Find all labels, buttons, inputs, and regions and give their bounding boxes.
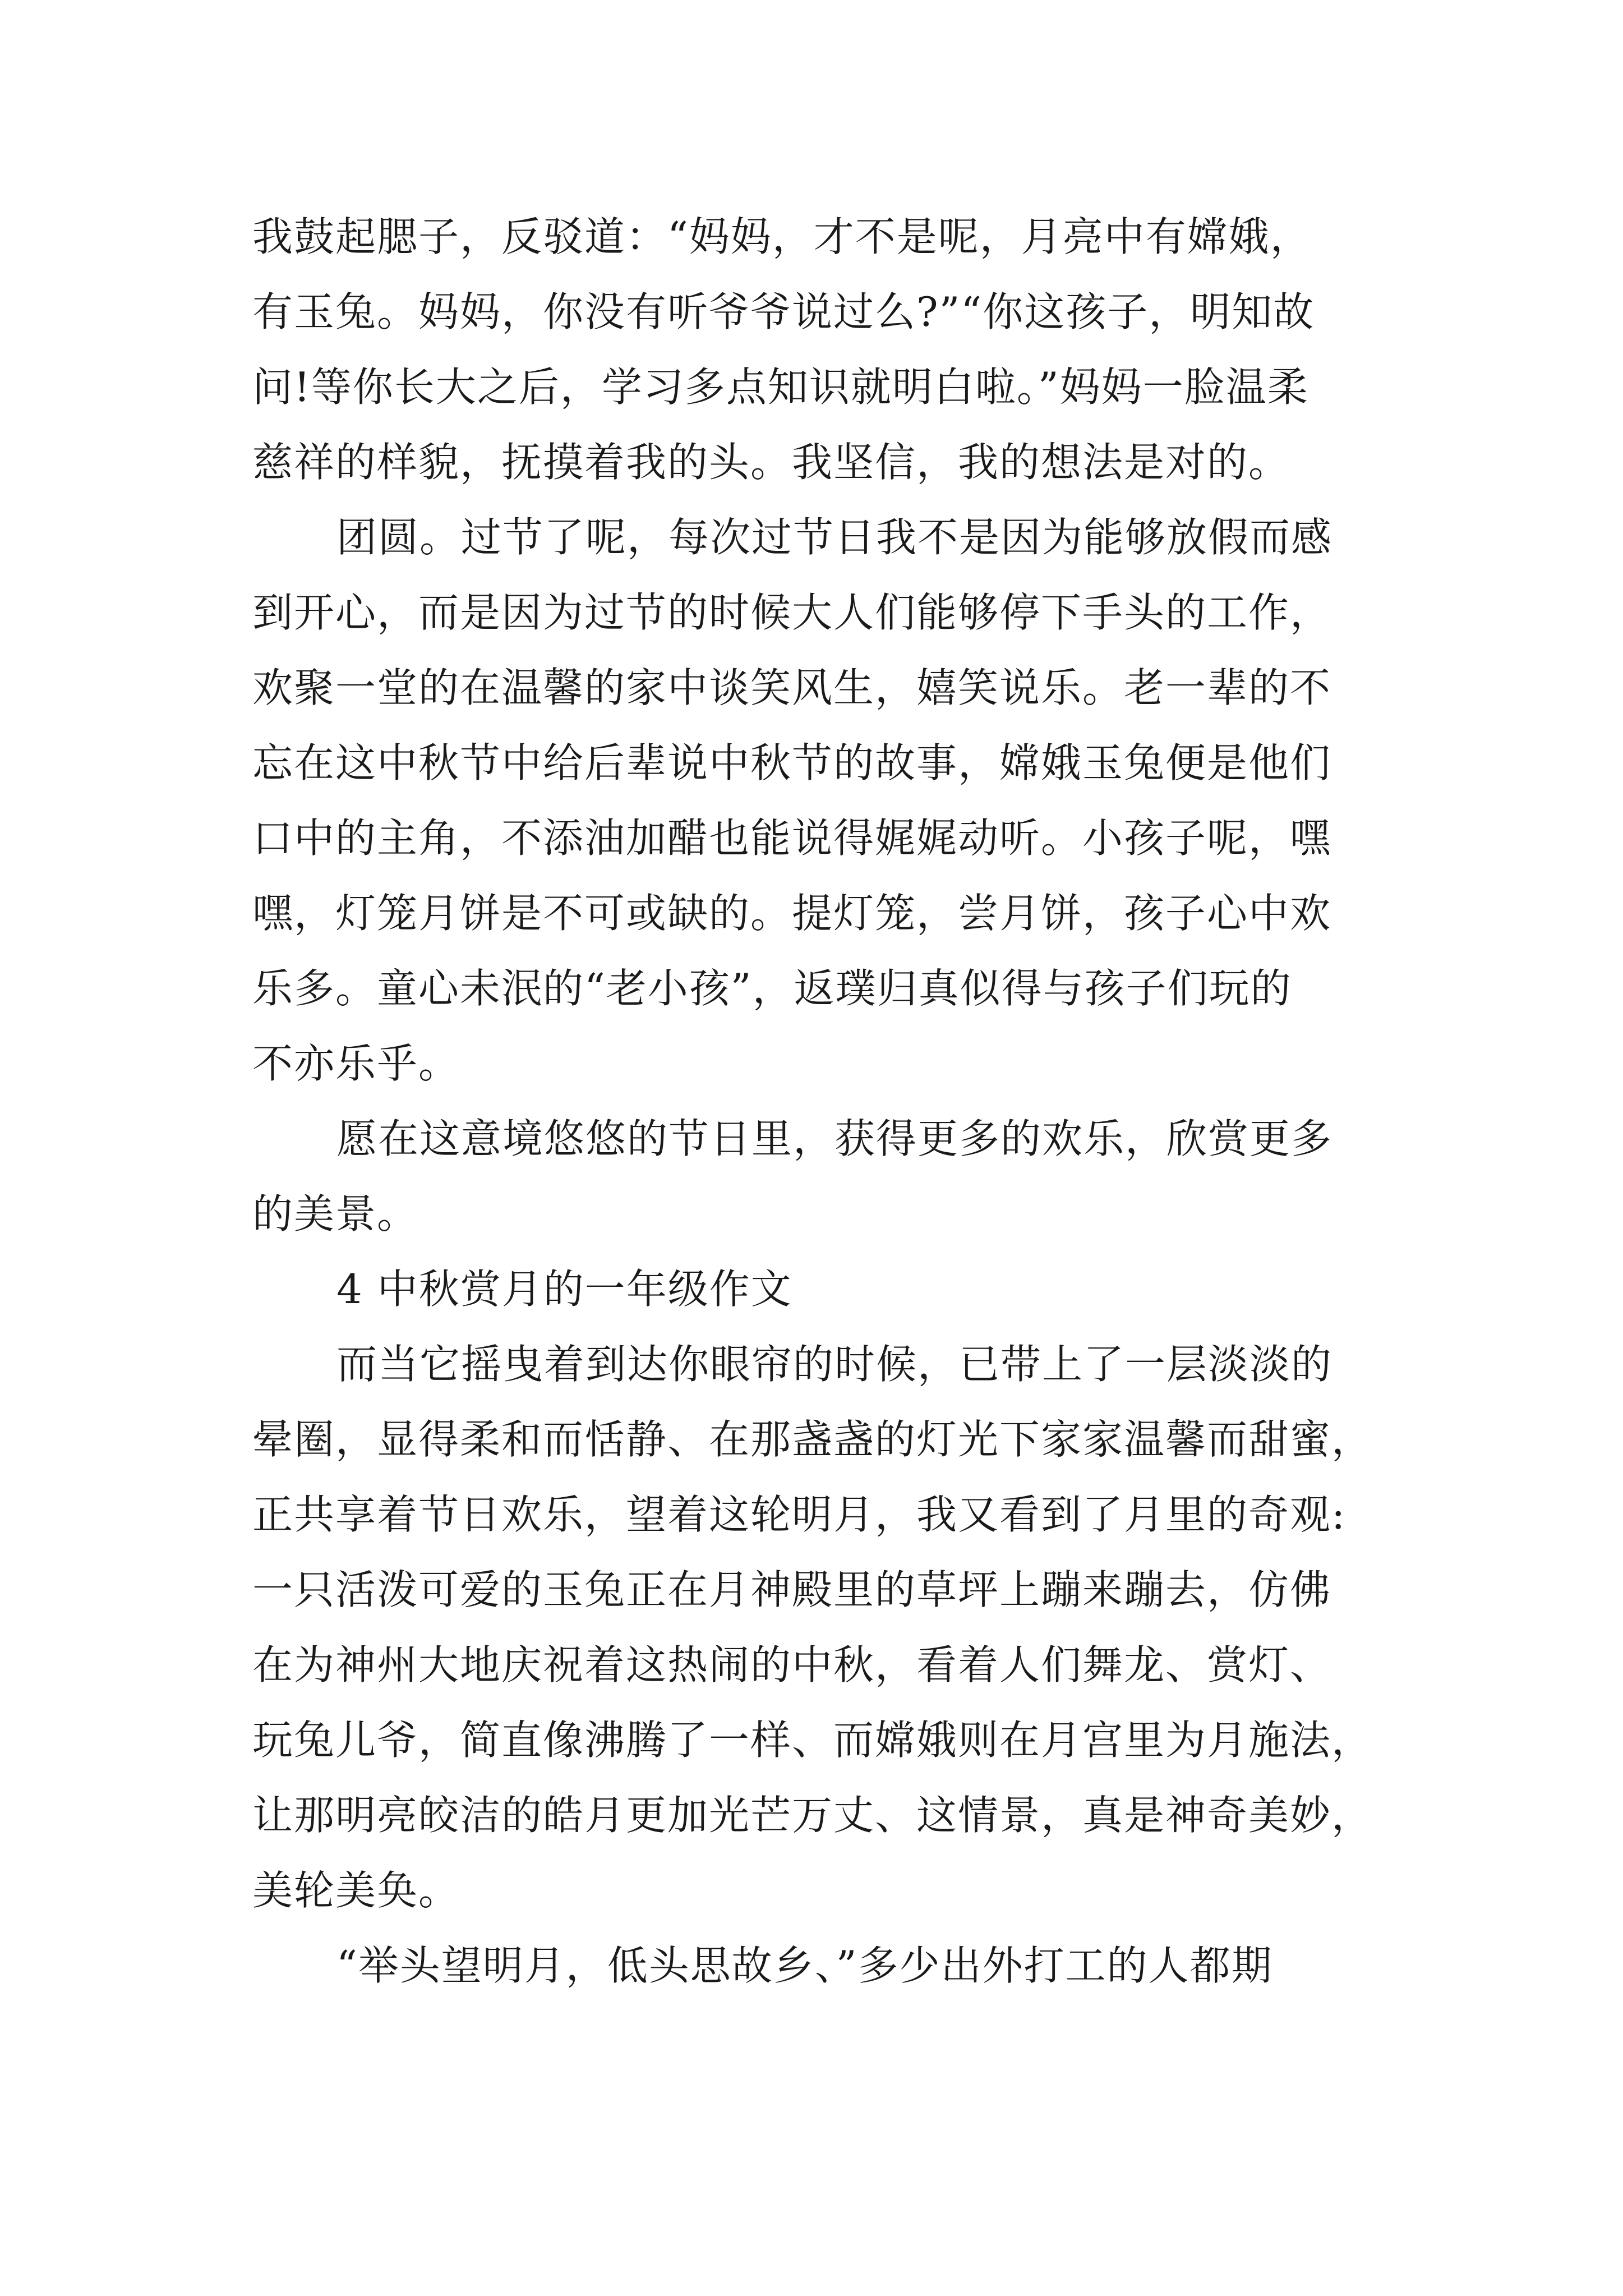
text-line: 让那明亮皎洁的皓月更加光芒万丈、这情景，真是神奇美妙， [252, 1792, 1373, 1839]
text-line: 不亦乐乎。 [252, 1040, 460, 1087]
text-line: 团圆。过节了呢，每次过节日我不是因为能够放假而感 [336, 514, 1333, 561]
text-line: 晕圈，显得柔和而恬静、在那盏盏的灯光下家家温馨而甜蜜， [252, 1416, 1373, 1463]
text-line: 正共享着节日欢乐，望着这轮明月，我又看到了月里的奇观: [252, 1491, 1347, 1538]
text-line: 玩兔儿爷，简直像沸腾了一样、而嫦娥则在月宫里为月施法， [252, 1717, 1373, 1764]
text-line: 有玉兔。妈妈，你没有听爷爷说过么?”“你这孩子，明知故 [252, 288, 1315, 335]
text-line: 忘在这中秋节中给后辈说中秋节的故事，嫦娥玉兔便是他们 [252, 739, 1332, 786]
text-line: 愿在这意境悠悠的节日里，获得更多的欢乐，欣赏更多 [336, 1115, 1333, 1162]
text-line: 口中的主角，不添油加醋也能说得娓娓动听。小孩子呢，嘿 [252, 815, 1332, 862]
text-line: 而当它摇曳着到达你眼帘的时候，已带上了一层淡淡的 [336, 1341, 1333, 1388]
text-line: 乐多。童心未泯的“老小孩”，返璞归真似得与孩子们玩的 [252, 965, 1292, 1012]
text-line: 我鼓起腮子，反驳道：“妈妈，才不是呢，月亮中有嫦娥， [252, 213, 1312, 260]
text-line: 欢聚一堂的在温馨的家中谈笑风生，嬉笑说乐。老一辈的不 [252, 664, 1332, 711]
text-line: 美轮美奂。 [252, 1867, 460, 1914]
text-line: 的美景。 [252, 1190, 419, 1237]
text-line: 嘿，灯笼月饼是不可或缺的。提灯笼，尝月饼，孩子心中欢 [252, 890, 1332, 937]
text-line: 一只活泼可爱的玉兔正在月神殿里的草坪上蹦来蹦去，仿佛 [252, 1566, 1332, 1613]
text-line: 问!等你长大之后，学习多点知识就明白啦。”妈妈一脸温柔 [252, 364, 1309, 411]
text-line: 慈祥的样貌，抚摸着我的头。我坚信，我的想法是对的。 [252, 439, 1290, 486]
text-line: “举头望明月，低头思故乡、”多少出外打工的人都期 [336, 1942, 1273, 1989]
text-line: 到开心，而是因为过节的时候大人们能够停下手头的工作， [252, 589, 1332, 636]
text-line: 在为神州大地庆祝着这热闹的中秋，看着人们舞龙、赏灯、 [252, 1641, 1332, 1688]
section-heading: 4 中秋赏月的一年级作文 [336, 1266, 792, 1313]
